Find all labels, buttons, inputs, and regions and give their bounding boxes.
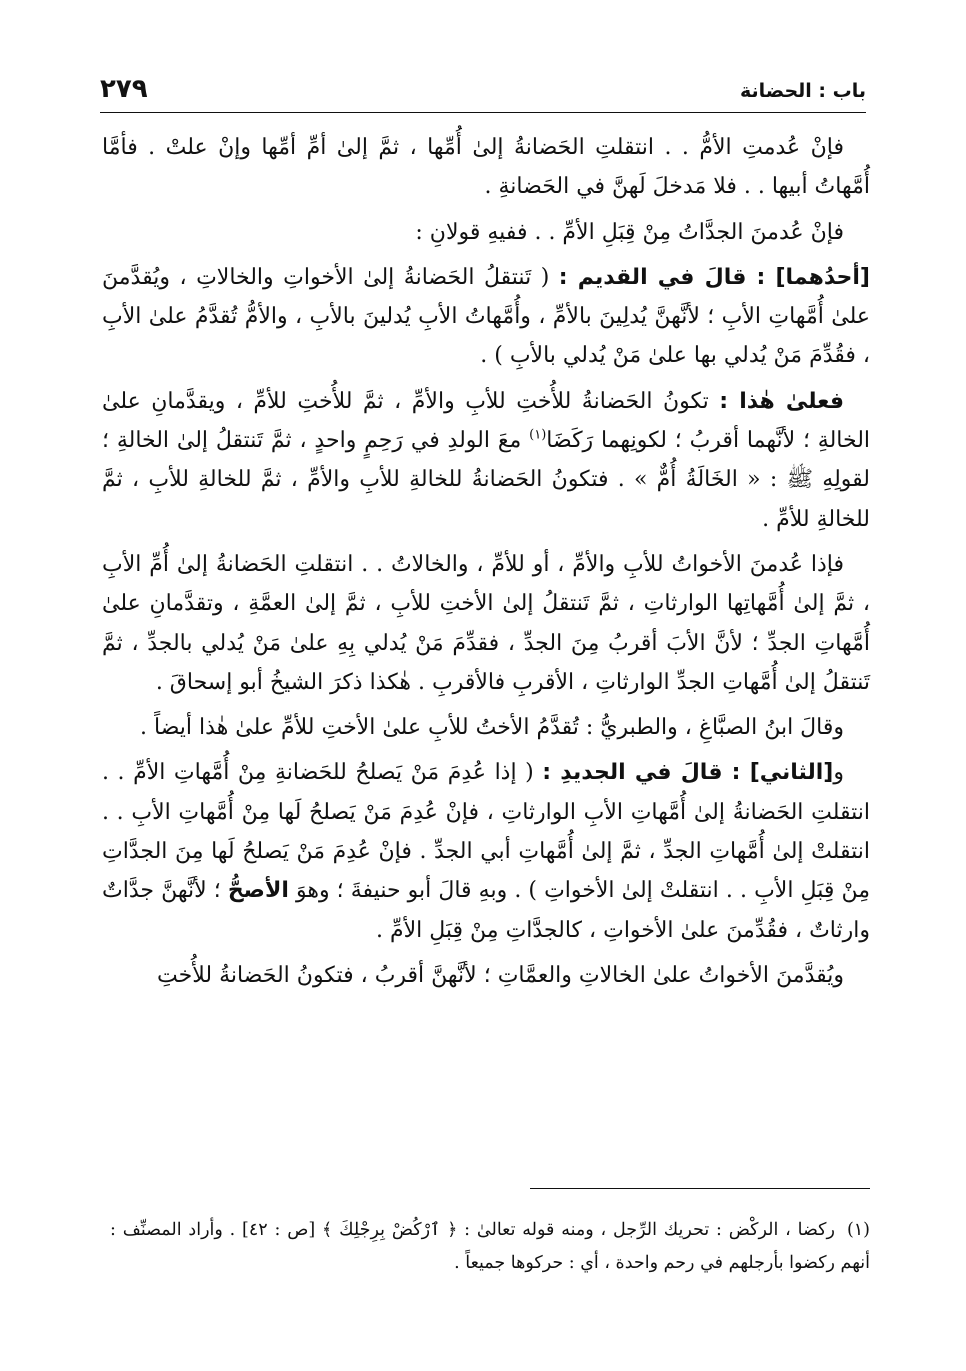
paragraph-text: ( إذا عُدِمَ مَنْ يَصلحُ للحَضانةِ مِنْ أُمَّهاتِ الأمِّ . . انتقلتِ الحَضانةُ إلىٰ أُمَّهاتِ الأبِ الوارثاتِ ، فإنْ عُدِمَ مَنْ يَصلحُ لَها مِنْ أُمَّهاتِ الأبِ . . انتقلتْ إلىٰ أُمَّهاتِ الجدِّ ، ثمَّ إلىٰ أُمَّهاتِ أبي الجدِّ . فإنْ عُدِمَ مَنْ يَصلحُ لَها مِنَ الجدَّاتِ مِنْ قِبَلِ الأبِ . . انتقلتْ إلىٰ الأخواتِ ) . وبهِ قالَ أبو حنيفةَ ؛ وهوَ [102,760,870,904]
footnote-divider [530,1188,870,1189]
footnote-ref[interactable]: (١) [529,427,547,443]
footnotes [110,1214,870,1280]
section-label: [الثاني] : قالَ في الجديدِ : [542,760,834,786]
footnote [110,1214,870,1280]
section-label: فعلىٰ هٰذا : [719,388,844,414]
paragraph [102,258,870,376]
section-label: [أحدُهما] : قالَ في القديم : [558,264,870,290]
running-head: باب : الحضانة [739,80,866,102]
paragraph-text: فإنْ عُدمنَ الجدَّاتُ مِنْ قِبَلِ الأمِّ . . ففيهِ قولانِ : [415,219,844,245]
paragraph-text: و [833,760,844,786]
paragraph [102,213,870,252]
paragraph-text: ؛ لأنَّهنَّ جدَّاتٌ وارثاتٌ ، فقُدِّمنَ علىٰ الأخواتِ ، كالجدَّاتِ مِنْ قِبَلِ الأمِّ . [102,878,870,943]
paragraph-text: ويُقدَّمنَ الأخواتُ علىٰ الخالاتِ والعمَّاتِ ؛ لأنَّهنَّ أقربُ ، فتكونُ الحَضانةُ للأُختِ [157,962,844,988]
paragraph [102,956,870,995]
paragraph-text: تكونُ الحَضانةُ للأُختِ للأبِ والأمِّ ، ثمَّ للأُختِ للأمِّ ، ويقدَّمانِ علىٰ الخالةِ ؛ لأنَّهما أقربُ ؛ لكونِهما رَكَضَا [102,388,871,454]
emphasis: الأصحُّ [227,878,289,904]
main-text [102,128,870,1001]
paragraph-text: وقالَ ابنُ الصبَّاغِ ، والطبريُّ : تُقدَّمُ الأختُ للأبِ علىٰ الأختِ للأمِّ علىٰ هٰذا أيضاً . [140,715,844,741]
page-number: ٢٧٩ [100,74,148,104]
paragraph [102,753,870,949]
page-header [100,72,866,113]
paragraph [102,708,870,747]
paragraph [102,382,870,539]
paragraph-text: فإذا عُدمنَ الأخواتُ للأبِ والأمِّ ، أو للأمِّ ، والخالاتُ . . انتقلتِ الحَضانةُ إلىٰ أُمِّ الأبِ ، ثمَّ إلىٰ أُمَّهاتِها الوارثاتِ ، ثمَّ تَنتقلُ إلىٰ الأختِ للأبِ ، ثمَّ إلىٰ العمَّةِ ، وتقدَّمانِ علىٰ أُمَّهاتِ الجدِّ ؛ لأنَّ الأبَ أقربُ مِنَ الجدِّ ، فقدِّمَ مَنْ يُدلي بِهِ علىٰ مَنْ يُدلي بالجدِّ ، ثمَّ تَنتقلُ إلىٰ أُمَّهاتِ الجدِّ الوارثاتِ ، الأقربِ فالأقربِ . هٰكذا ذكرَ الشيخُ أبو إسحاقَ . [102,551,870,695]
paragraph-text: فإنْ عُدمتِ الأمُّ . . انتقلتِ الحَضانةُ إلىٰ أُمِّها ، ثمَّ إلىٰ أمِّ أمِّها وإنْ علتْ . فأمَّا أُمَّهاتُ أبيها . . فلا مَدخلَ لَهنَّ في الحَضانةِ . [102,135,870,200]
footnote-number: (١) [846,1220,870,1240]
paragraph [102,128,870,207]
footnote-text: ركضا ، الركْض : تحريك الرِّجل ، ومنه قوله تعالىٰ : ﴿ ٱرْكُضْ بِرِجْلِكَ ﴾ [ص : ٤٢] . وأراد المصنِّف : أنهم ركضوا بأرجلهم في رحم واحدة ، أي : حركوها جميعاً . [110,1220,870,1273]
paragraph-text: معَ الولدِ في رَحِمٍ واحدٍ ، ثمَّ تَنتقلُ إلىٰ الخالةِ ؛ لقولِهِ ﷺ : « الخَالَةُ أُمٌّ » . فتكونُ الحَضانةُ للخالةِ للأبِ والأمِّ ، ثمَّ للخالةِ للأبِ ، ثمَّ للخالةِ للأمِّ . [102,428,870,532]
paragraph-text: ( تَنتقلُ الحَضانةُ إلىٰ الأخواتِ والخالاتِ ، ويُقدَّمنَ علىٰ أُمَّهاتِ الأبِ ؛ لأنَّهنَّ يُدلِينَ بالأمِّ ، وأُمَّهاتُ الأبِ يُدلينَ بالأبِ ، والأمُّ تُقدَّمُ علىٰ الأبِ ، فقُدِّمَ مَنْ يُدلي بها علىٰ مَنْ يُدلي بالأبِ ) . [102,264,870,369]
paragraph [102,545,870,702]
